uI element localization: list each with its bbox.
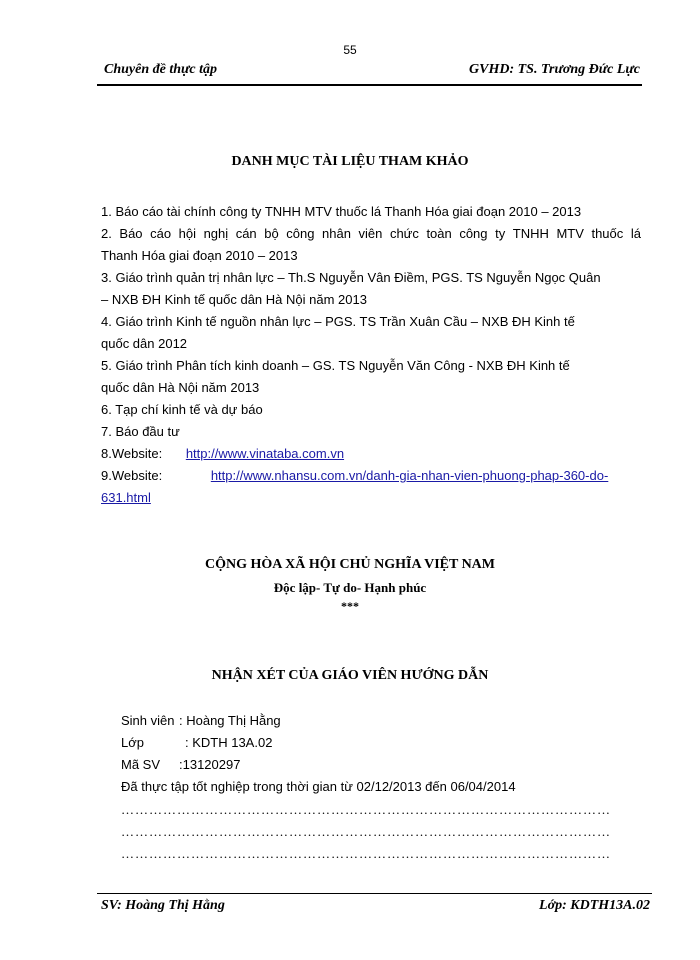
reference-website-8 xyxy=(101,443,641,465)
reference-item-cont: quốc dân Hà Nội năm 2013 xyxy=(101,380,260,395)
republic-motto: Độc lập- Tự do- Hạnh phúc xyxy=(273,580,427,595)
reference-website-9-cont xyxy=(101,487,641,509)
class-value: : KDTH 13A.02 xyxy=(185,735,273,750)
student-id-value: :13120297 xyxy=(179,757,241,772)
comment-line: …………………………………………………………………………………………… xyxy=(121,824,611,839)
student-value: : Hoàng Thị Hằng xyxy=(179,713,281,728)
header-left: Chuyên đề thực tập xyxy=(104,62,218,77)
website-9-link-cont[interactable]: 631.html xyxy=(101,490,151,505)
student-row xyxy=(121,710,516,732)
reference-website-9 xyxy=(101,465,641,487)
internship-period: Đã thực tập tốt nghiệp trong thời gian từ 02/12/2013 đến 06/04/2014 xyxy=(121,779,516,794)
website-8-link[interactable]: http://www.vinataba.com.vn xyxy=(185,446,345,461)
reference-item: 2. Báo cáo hội nghị cán bộ công nhân viên chức toàn công ty TNHH MTV thuốc lá xyxy=(101,226,641,241)
website-9-label: 9.Website: xyxy=(101,468,163,483)
comment-line: …………………………………………………………………………………………… xyxy=(121,802,611,817)
student-id-label: Mã SV xyxy=(121,757,161,772)
header-rule xyxy=(97,84,642,86)
website-9-link[interactable]: http://www.nhansu.com.vn/danh-gia-nhan-vien-phuong-phap-360-do- xyxy=(210,468,609,483)
republic-title: CỘNG HÒA XÃ HỘI CHỦ NGHĨA VIỆT NAM xyxy=(204,557,495,572)
header-right: GVHD: TS. Trương Đức Lực xyxy=(469,62,640,77)
footer-rule xyxy=(97,893,652,894)
website-8-label: 8.Website: xyxy=(101,446,163,461)
references-title: DANH MỤC TÀI LIỆU THAM KHẢO xyxy=(231,154,469,169)
reference-item-cont: Thanh Hóa giai đoạn 2010 – 2013 xyxy=(101,248,298,263)
republic-stars: *** xyxy=(341,599,359,613)
references-list xyxy=(101,201,641,509)
student-label: Sinh viên xyxy=(121,713,175,728)
class-row xyxy=(121,732,516,754)
reference-item: 3. Giáo trình quản trị nhân lực – Th.S Nguyễn Vân Điềm, PGS. TS Nguyễn Ngọc Quân xyxy=(101,270,601,285)
comment-line: …………………………………………………………………………………………… xyxy=(121,846,611,861)
student-info xyxy=(121,710,516,798)
class-label: Lớp xyxy=(121,735,144,750)
reference-item: 5. Giáo trình Phân tích kinh doanh – GS. TS Nguyễn Văn Công - NXB ĐH Kinh tế xyxy=(101,358,570,373)
reference-item: 4. Giáo trình Kinh tế nguồn nhân lực – PGS. TS Trần Xuân Cầu – NXB ĐH Kinh tế xyxy=(101,314,575,329)
comment-lines xyxy=(121,799,621,865)
page-number: 55 xyxy=(343,43,357,57)
reference-item: 7. Báo đầu tư xyxy=(101,424,180,439)
reference-item-cont: – NXB ĐH Kinh tế quốc dân Hà Nội năm 2013 xyxy=(101,292,367,307)
reference-item: 6. Tạp chí kinh tế và dự báo xyxy=(101,402,263,417)
footer-right: Lớp: KDTH13A.02 xyxy=(539,898,650,913)
review-title: NHẬN XÉT CỦA GIÁO VIÊN HƯỚNG DẪN xyxy=(211,668,489,683)
reference-item: 1. Báo cáo tài chính công ty TNHH MTV thuốc lá Thanh Hóa giai đoạn 2010 – 2013 xyxy=(101,204,582,219)
student-id-row xyxy=(121,754,516,776)
reference-item-cont: quốc dân 2012 xyxy=(101,336,188,351)
footer-left: SV: Hoàng Thị Hằng xyxy=(101,898,225,913)
